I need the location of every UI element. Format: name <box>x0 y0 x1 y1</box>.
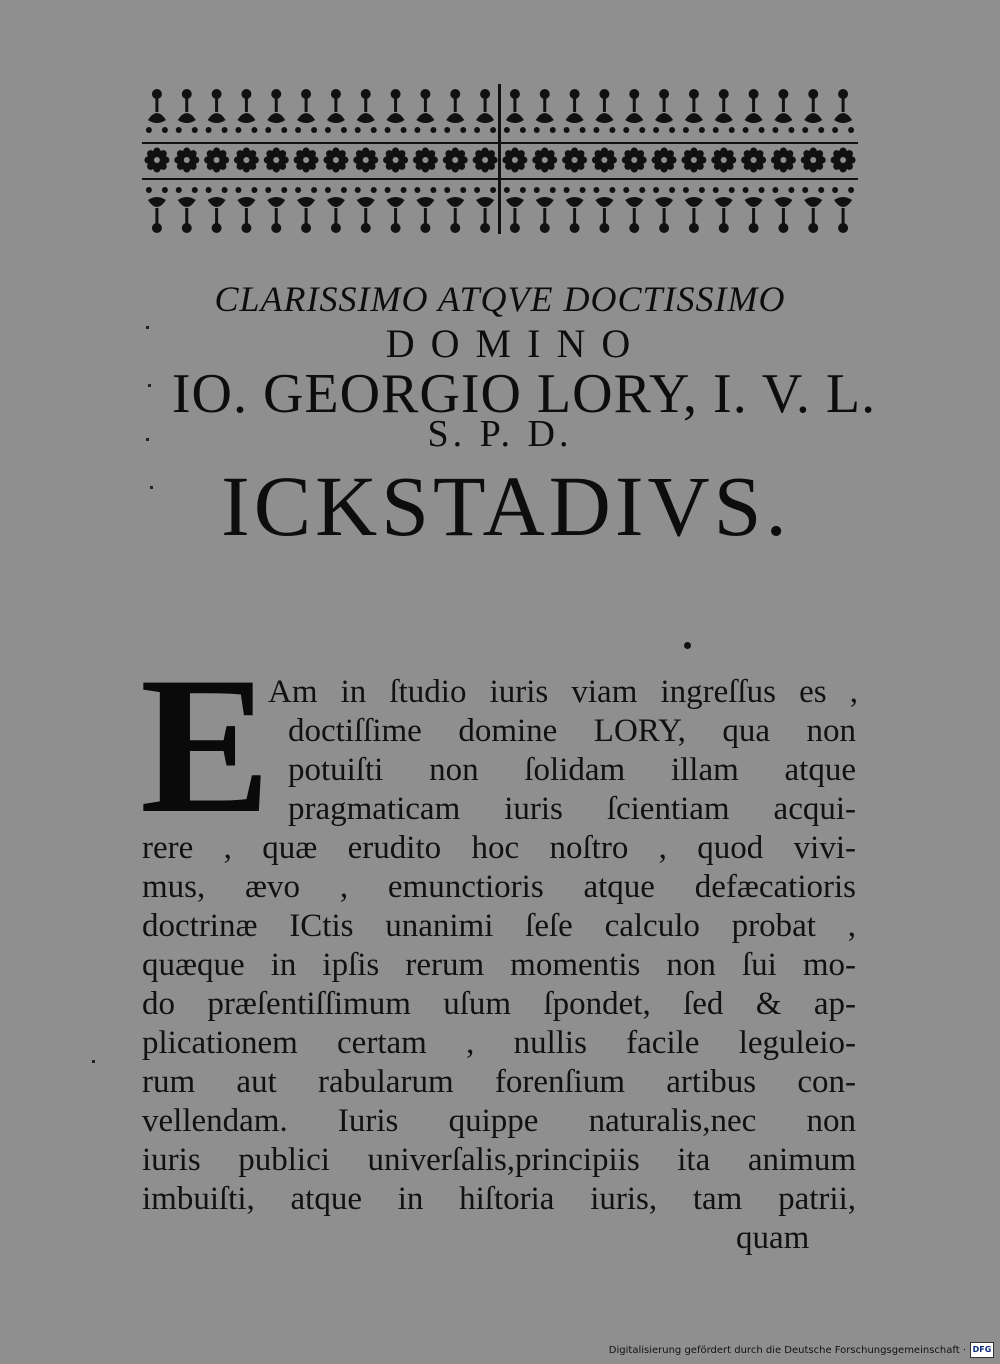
footer-credit <box>609 1340 994 1360</box>
ink-speck <box>150 486 153 489</box>
body-line: vellendam. Iuris quippe naturalis,nec non <box>142 1103 856 1139</box>
body-line: doctrinæ ICtis unanimi ſeſe calculo probat , <box>142 908 856 944</box>
dfg-logo: DFG <box>970 1342 994 1358</box>
footer-text: Digitalisierung gefördert durch die Deutsche Forschungsgemeinschaft · <box>608 1344 966 1356</box>
body-line: quæque in ipſis rerum momentis non ſui mo- <box>142 947 856 983</box>
body-line: rere , quæ erudito hoc noſtro , quod vivi- <box>142 830 856 866</box>
ink-speck <box>148 384 151 387</box>
heading-line-dedication: CLARISSIMO ATQVE DOCTISSIMO <box>214 279 786 319</box>
body-line: doctiſſime domine LORY, qua non <box>288 713 856 749</box>
catchword: quam <box>736 1220 810 1256</box>
heading-line-spd: S. P. D. <box>427 413 573 455</box>
ink-dot <box>684 642 691 649</box>
ink-speck <box>146 326 149 329</box>
ornament-band <box>142 80 858 240</box>
body-line: plicationem certam , nullis facile leguleio- <box>142 1025 856 1061</box>
body-line: rum aut rabularum forenſium artibus con- <box>142 1064 856 1100</box>
drop-initial: E <box>140 637 271 854</box>
body-line: imbuiſti, atque in hiſtoria iuris, tam patrii, <box>142 1181 856 1217</box>
body-line: do præſentiſſimum uſum ſpondet, ſed & ap- <box>142 986 856 1022</box>
body-line: Am in ſtudio iuris viam ingreſſus es , <box>268 674 858 710</box>
ornament-flourish-icon <box>142 80 858 240</box>
heading-line-author: ICKSTADIVS. <box>221 458 791 554</box>
ink-speck <box>146 438 149 441</box>
body-line: mus, ævo , emunctioris atque defæcatioris <box>142 869 856 905</box>
body-line: iuris publici univerſalis,principiis ita animum <box>142 1142 856 1178</box>
heading-line-domino: DOMINO <box>385 321 647 366</box>
body-line: pragmaticam iuris ſcientiam acqui- <box>288 791 856 827</box>
heading-line-name: IO. GEORGIO LORY, I. V. L. <box>171 363 877 425</box>
body-line: potuiſti non ſolidam illam atque <box>288 752 856 788</box>
ink-speck <box>92 1060 95 1063</box>
